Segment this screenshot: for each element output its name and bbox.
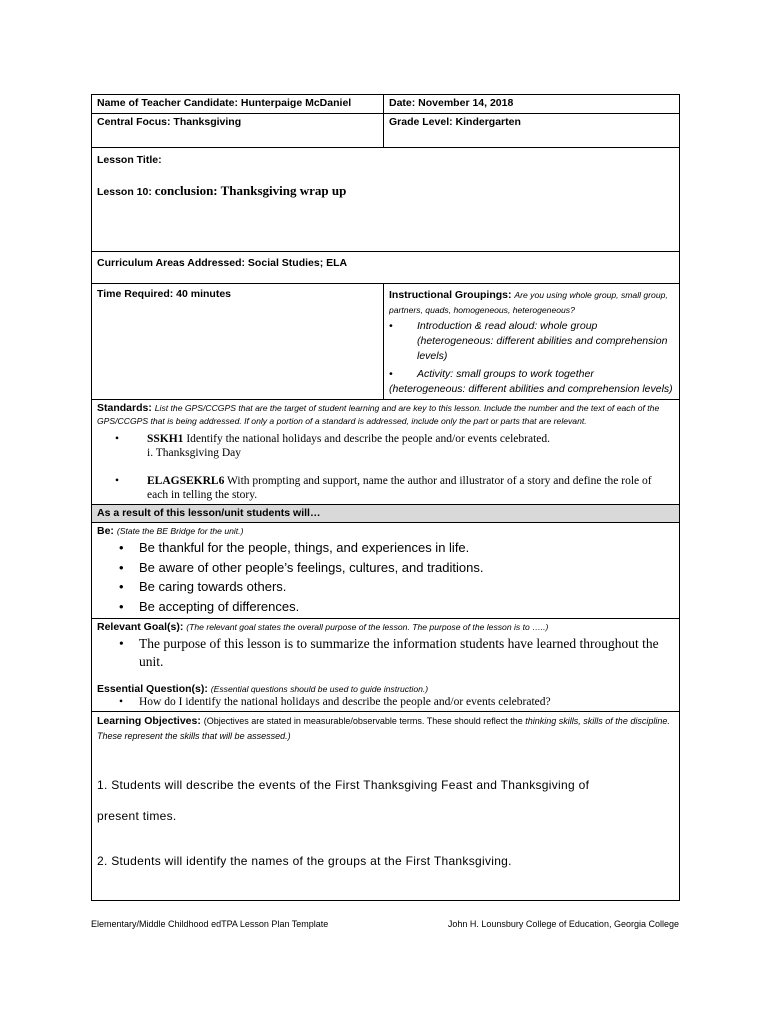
list-item: • Be caring towards others. bbox=[119, 579, 287, 594]
lesson-plan-table bbox=[91, 94, 680, 901]
teacher-name: Name of Teacher Candidate: Hunterpaige McDaniel bbox=[92, 95, 384, 114]
lesson-title-label: Lesson Title: bbox=[97, 154, 162, 166]
central-focus: Central Focus: Thanksgiving bbox=[92, 114, 384, 148]
goal-question-cell bbox=[92, 619, 680, 712]
time-required: Time Required: 40 minutes bbox=[92, 284, 384, 400]
footer-left: Elementary/Middle Childhood edTPA Lesson Plan Template bbox=[91, 919, 329, 929]
question-text: • How do I identify the national holidays and describe the people and/or events celebrated? bbox=[119, 696, 551, 708]
list-item: • Be accepting of differences. bbox=[119, 598, 300, 614]
standard-elagsekrl6: • ELAGSEKRL6 With prompting and support, name the author and illustrator of a story and define the role of each in telling the story. bbox=[115, 475, 652, 501]
lesson-plan-sheet bbox=[91, 94, 679, 901]
be-cell bbox=[92, 523, 680, 619]
standard-sskh1: • SSKH1 Identify the national holidays and describe the people and/or events celebrated. i. Thanksgiving Day bbox=[115, 433, 551, 459]
be-label: Be: bbox=[97, 525, 117, 537]
lesson-name: conclusion: Thanksgiving wrap up bbox=[154, 183, 347, 198]
list-item: • Activity: small groups to work together bbox=[389, 368, 594, 380]
page-footer bbox=[91, 919, 679, 929]
list-item: • Be aware of other people’s feelings, cultures, and traditions. bbox=[119, 559, 484, 575]
objective-1: 1. Students will describe the events of the First Thanksgiving Feast and Thanksgiving of present times. bbox=[97, 778, 590, 823]
groupings-prompt: Are you using whole group, small group, partners, quads, homogeneous, heterogeneous? bbox=[389, 290, 668, 315]
groupings-tail: (heterogeneous: different abilities and comprehension levels) bbox=[389, 383, 673, 395]
learning-objectives-cell: Learning Objectives: (Objectives are stated in measurable/observable terms. These should reflect the thinking skills, skills of the discipline. These represent the skills that will be assessed.) 1. Students will describe the events of the First Thanksgiving Feast and Thanksgiving of present times. 2. Students will identify the names of the groups at the First Thanksgiving. bbox=[92, 712, 680, 901]
footer-right: John H. Lounsbury College of Education, Georgia College bbox=[447, 919, 679, 929]
list-item: • Introduction & read aloud: whole group (heterogeneous: different abilities and comprehension levels) bbox=[389, 320, 668, 362]
groupings-label: Instructional Groupings: bbox=[389, 289, 515, 301]
standards-label: Standards: bbox=[97, 402, 155, 414]
question-label: Essential Question(s): bbox=[97, 683, 211, 695]
list-item: • Be thankful for the people, things, and experiences in life. bbox=[119, 540, 470, 555]
lesson-date: Date: November 14, 2018 bbox=[384, 95, 680, 114]
objectives-label: Learning Objectives: bbox=[97, 715, 204, 727]
be-prompt: (State the BE Bridge for the unit.) bbox=[116, 526, 244, 536]
instructional-groupings-cell bbox=[384, 284, 680, 400]
goal-text: • The purpose of this lesson is to summarize the information students have learned throughout the unit. bbox=[119, 636, 659, 669]
lesson-title-cell bbox=[92, 148, 680, 252]
goal-prompt: (The relevant goal states the overall purpose of the lesson. The purpose of the lesson is to …..) bbox=[186, 622, 549, 632]
lesson-number: Lesson 10: bbox=[97, 186, 155, 198]
grade-level: Grade Level: Kindergarten bbox=[384, 114, 680, 148]
standards-cell bbox=[92, 400, 680, 505]
goal-label: Relevant Goal(s): bbox=[97, 621, 187, 633]
objective-2: 2. Students will identify the names of the groups at the First Thanksgiving. bbox=[97, 854, 512, 868]
result-header: As a result of this lesson/unit students will… bbox=[92, 505, 680, 523]
standards-prompt: List the GPS/CCGPS that are the target of student learning and are key to this lesson. Include the number and the text of each of the GPS/CCGPS that is being addressed. If only a portion of a standard is addressed, include only the part or parts that are relevant. bbox=[97, 403, 660, 426]
question-prompt: (Essential questions should be used to guide instruction.) bbox=[210, 684, 429, 694]
curriculum-areas: Curriculum Areas Addressed: Social Studies; ELA bbox=[92, 252, 680, 284]
